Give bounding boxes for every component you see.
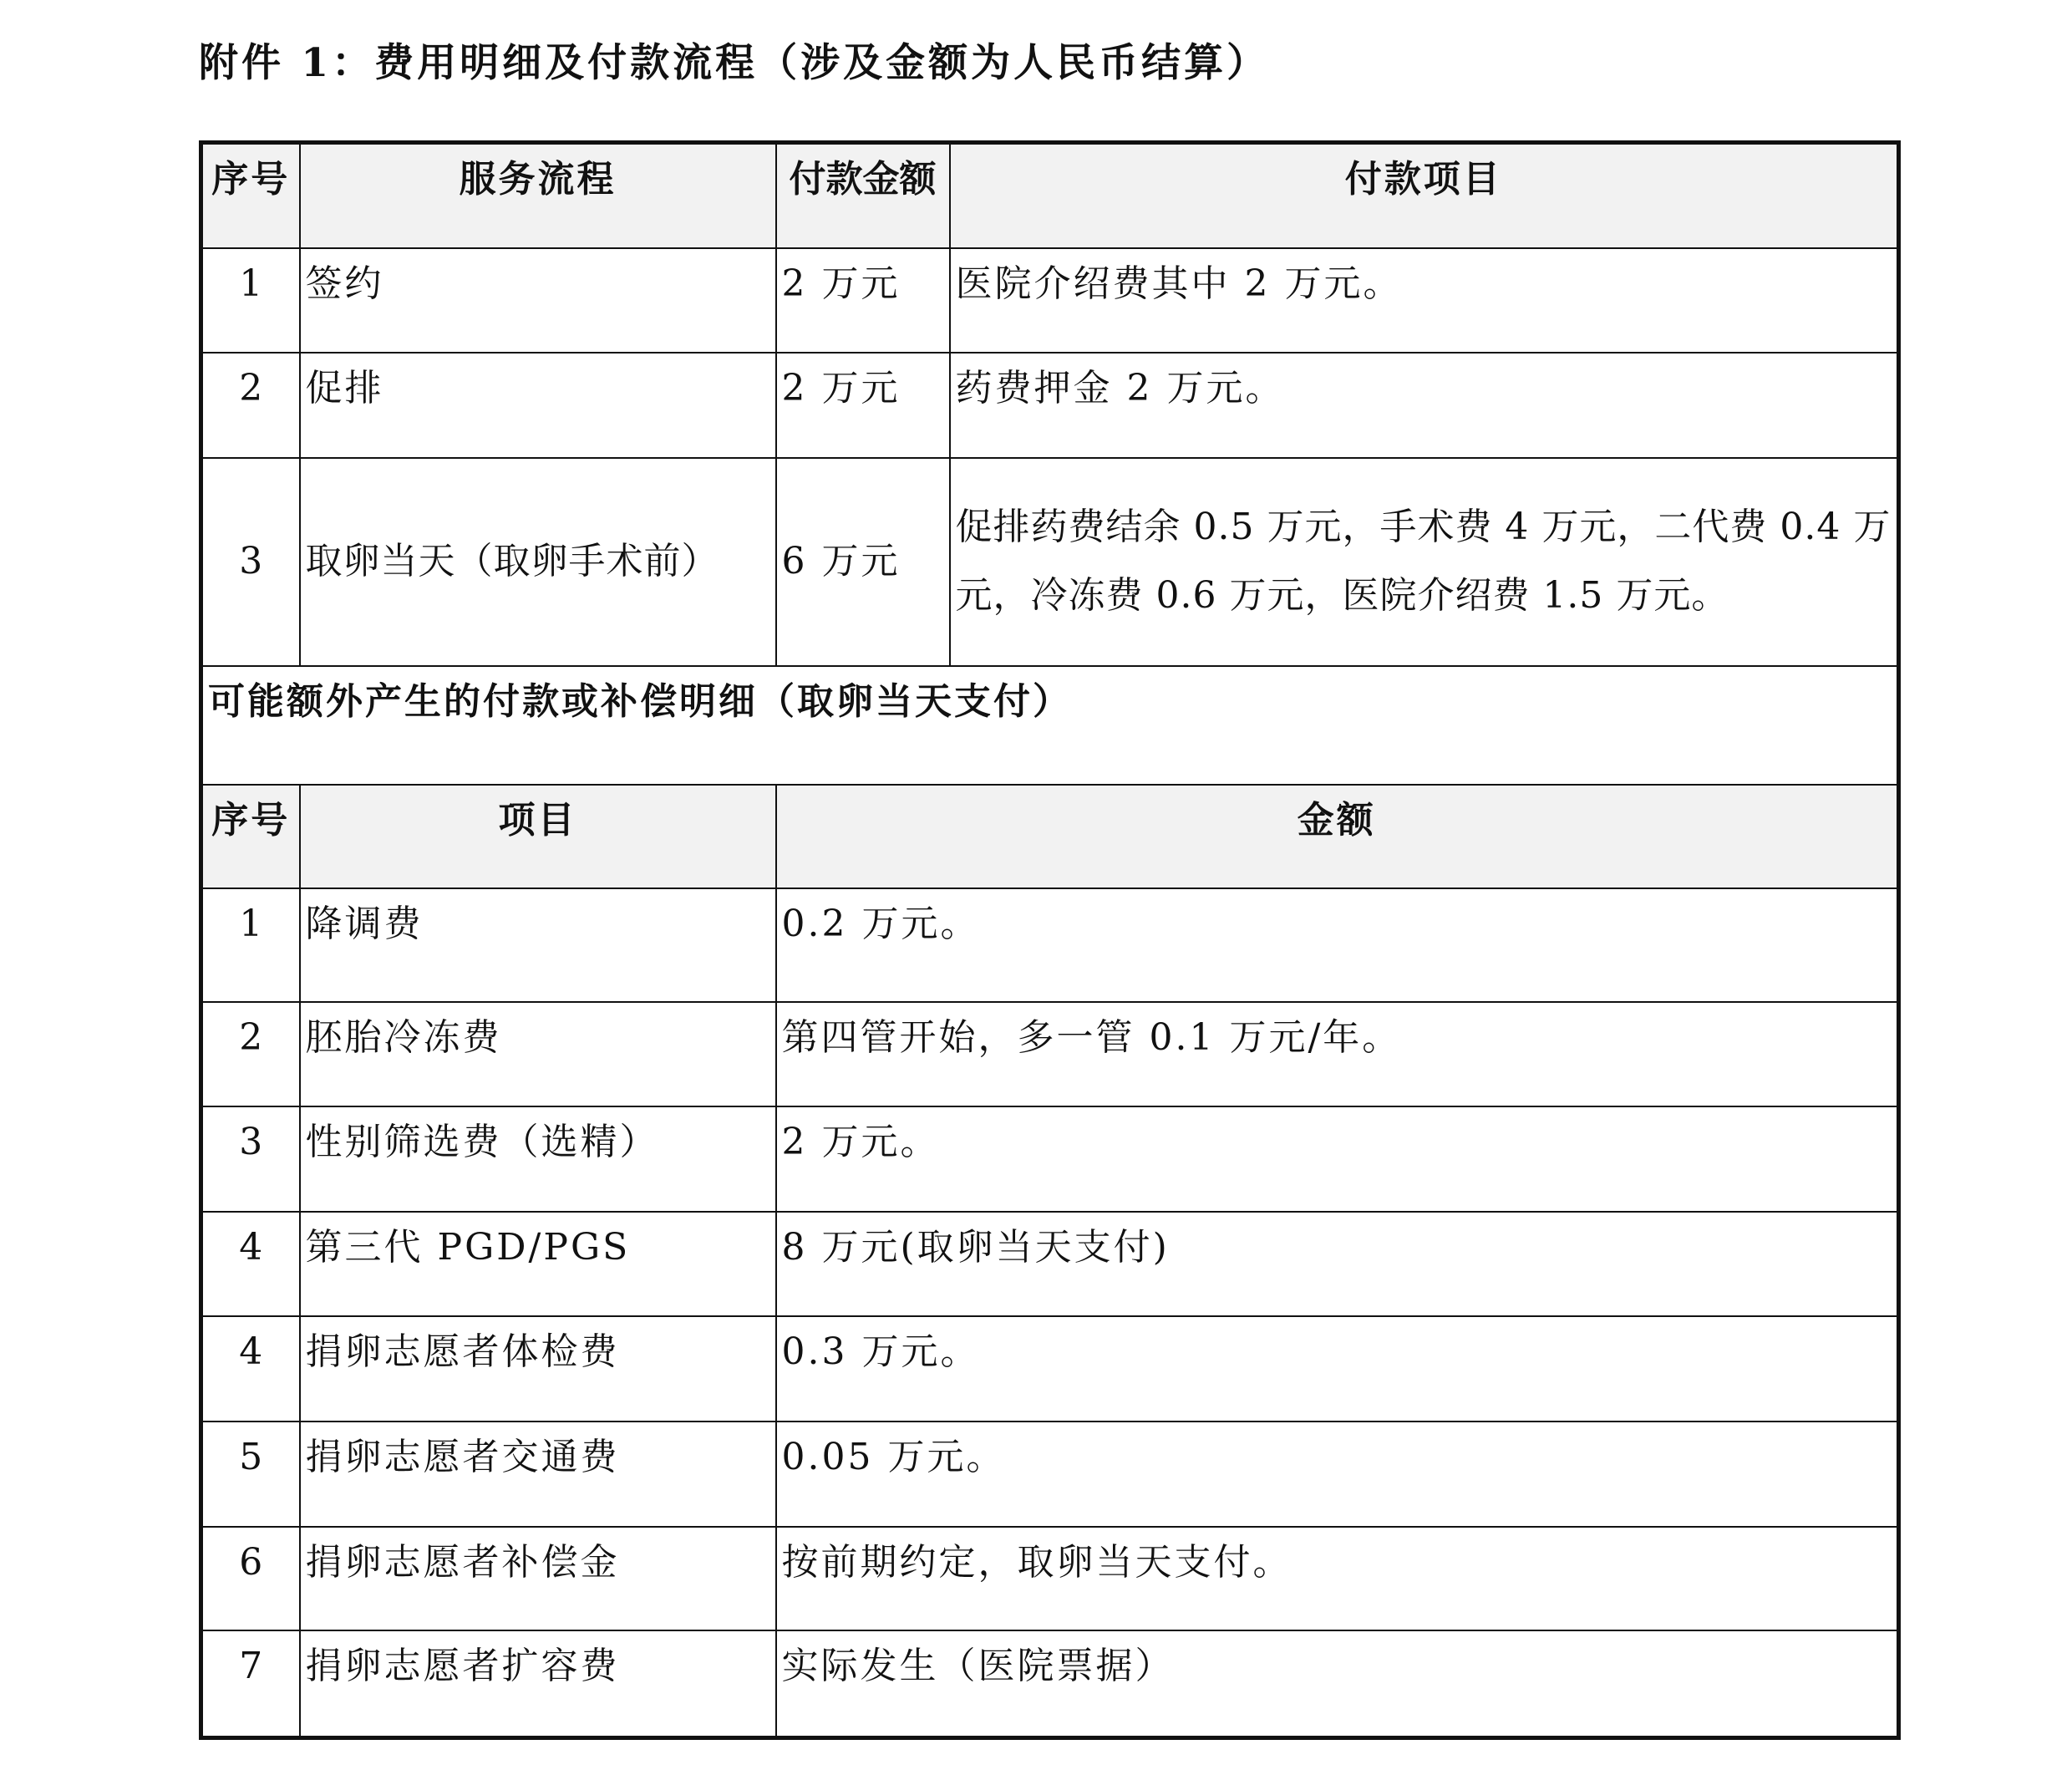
- header-seq: 序号: [201, 785, 300, 888]
- row-amount: 2 万元: [776, 353, 950, 458]
- table-row: [201, 458, 1899, 666]
- row-seq: 7: [201, 1630, 300, 1738]
- row-item: 捐卵志愿者扩容费: [300, 1630, 776, 1738]
- document-title: 附件 1：费用明细及付款流程（涉及金额为人民币结算）: [199, 40, 1270, 86]
- row-amount: 按前期约定，取卵当天支付。: [776, 1527, 1899, 1630]
- row-seq: 4: [201, 1316, 300, 1422]
- row-item: 第三代 PGD/PGS: [300, 1212, 776, 1316]
- table1-header-row: [201, 143, 1899, 248]
- table-row: [201, 1002, 1899, 1106]
- row-item: 药费押金 2 万元。: [950, 353, 1899, 458]
- header-amount: 付款金额: [776, 143, 950, 248]
- row-seq: 2: [201, 353, 300, 458]
- row-seq: 3: [201, 1106, 300, 1212]
- row-amount: 6 万元: [776, 458, 950, 666]
- table-row: [201, 1212, 1899, 1316]
- table2-header-row: [201, 785, 1899, 888]
- header-seq: 序号: [201, 143, 300, 248]
- row-item: 捐卵志愿者交通费: [300, 1422, 776, 1527]
- row-seq: 4: [201, 1212, 300, 1316]
- table-row: [201, 1316, 1899, 1422]
- header-item: 项目: [300, 785, 776, 888]
- row-item: 促排药费结余 0.5 万元，手术费 4 万元，二代费 0.4 万元，冷冻费 0.6 万元，医院介绍费 1.5 万元。: [950, 458, 1899, 666]
- table-row: [201, 888, 1899, 1002]
- row-item: 捐卵志愿者补偿金: [300, 1527, 776, 1630]
- row-seq: 6: [201, 1527, 300, 1630]
- row-process: 取卵当天（取卵手术前）: [300, 458, 776, 666]
- row-item: 胚胎冷冻费: [300, 1002, 776, 1106]
- table-row: [201, 353, 1899, 458]
- row-amount: 0.05 万元。: [776, 1422, 1899, 1527]
- row-item: 降调费: [300, 888, 776, 1002]
- row-amount: 0.2 万元。: [776, 888, 1899, 1002]
- row-process: 签约: [300, 248, 776, 353]
- row-seq: 2: [201, 1002, 300, 1106]
- header-process: 服务流程: [300, 143, 776, 248]
- fee-table: [199, 140, 1901, 1740]
- row-item: 性别筛选费（选精）: [300, 1106, 776, 1212]
- row-seq: 5: [201, 1422, 300, 1527]
- table-row: [201, 1106, 1899, 1212]
- row-item: 医院介绍费其中 2 万元。: [950, 248, 1899, 353]
- row-amount: 0.3 万元。: [776, 1316, 1899, 1422]
- row-item: 捐卵志愿者体检费: [300, 1316, 776, 1422]
- table-row: [201, 1630, 1899, 1738]
- table-row: [201, 248, 1899, 353]
- table-row: [201, 1422, 1899, 1527]
- row-amount: 实际发生（医院票据）: [776, 1630, 1899, 1738]
- table-row: [201, 1527, 1899, 1630]
- section-title: 可能额外产生的付款或补偿明细（取卵当天支付）: [201, 666, 1899, 785]
- section-title-row: [201, 666, 1899, 785]
- header-amount: 金额: [776, 785, 1899, 888]
- row-amount: 第四管开始，多一管 0.1 万元/年。: [776, 1002, 1899, 1106]
- row-amount: 2 万元。: [776, 1106, 1899, 1212]
- row-seq: 1: [201, 248, 300, 353]
- header-item: 付款项目: [950, 143, 1899, 248]
- row-seq: 3: [201, 458, 300, 666]
- row-process: 促排: [300, 353, 776, 458]
- row-seq: 1: [201, 888, 300, 1002]
- row-amount: 2 万元: [776, 248, 950, 353]
- row-amount: 8 万元(取卵当天支付): [776, 1212, 1899, 1316]
